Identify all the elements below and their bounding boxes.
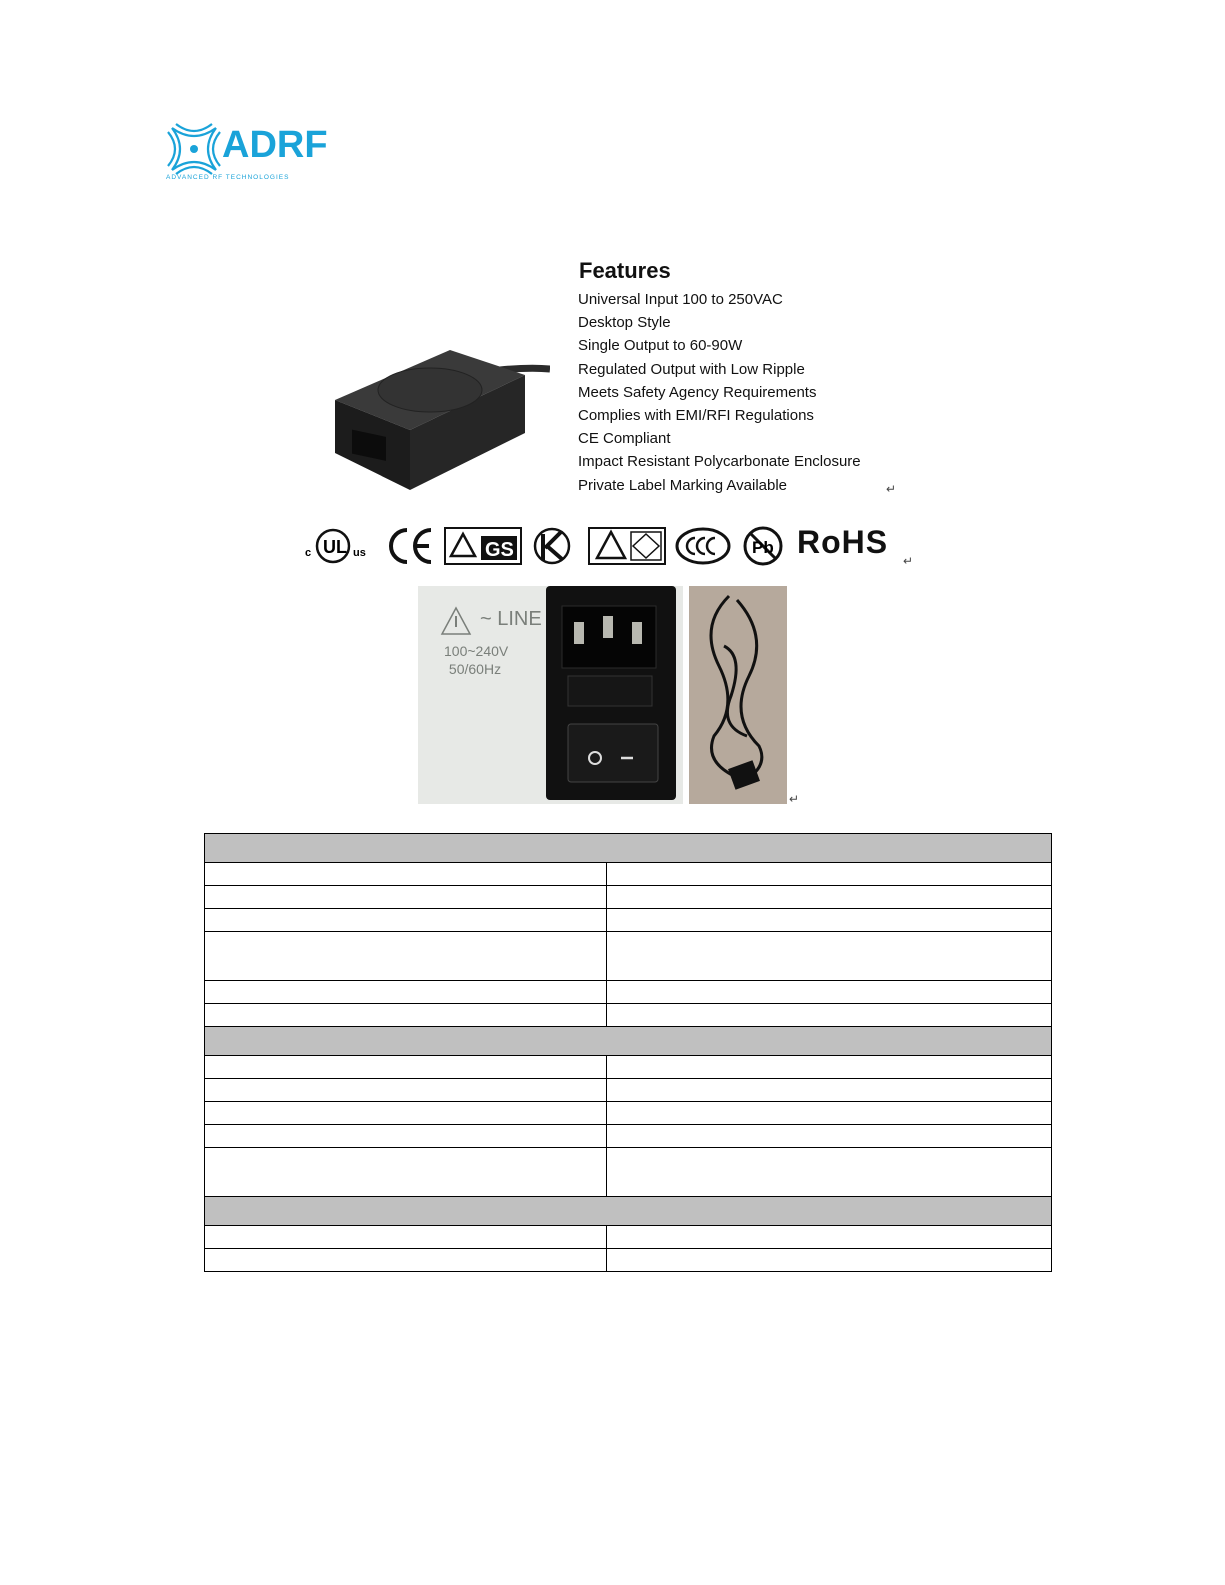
table-cell: [205, 1027, 1052, 1056]
feature-item: Complies with EMI/RFI Regulations: [578, 407, 814, 425]
paragraph-mark-icon: ↵: [789, 792, 800, 806]
feature-item: Desktop Style: [578, 314, 671, 332]
svg-text:c: c: [305, 547, 312, 559]
svg-text:UL: UL: [323, 537, 347, 557]
table-row: [205, 1004, 1052, 1027]
logo-emblem-icon: [166, 122, 222, 176]
safety-mark-icon: [587, 526, 667, 566]
features-list: [578, 288, 918, 497]
table-cell: [607, 1102, 1052, 1125]
adrf-logo: [166, 122, 336, 186]
table-cell: [607, 909, 1052, 932]
table-cell: [205, 1004, 607, 1027]
gs-mark-icon: [443, 526, 523, 566]
table-cell: [205, 886, 607, 909]
table-row: [205, 1102, 1052, 1125]
table-section-header: [205, 1027, 1052, 1056]
pb-free-mark-icon: [741, 526, 785, 566]
table-row: [205, 1226, 1052, 1249]
features-block: [578, 258, 918, 497]
table-cell: [205, 909, 607, 932]
feature-item: Universal Input 100 to 250VAC: [578, 291, 783, 308]
table-cell: [205, 1249, 607, 1272]
table-row: [205, 981, 1052, 1004]
table-cell: [607, 932, 1052, 981]
table-cell: [607, 1226, 1052, 1249]
table-cell: [607, 863, 1052, 886]
certification-logos: [305, 520, 915, 570]
voltage-label: [444, 642, 509, 678]
table-cell: [607, 1056, 1052, 1079]
power-cord-photo: [689, 586, 787, 804]
ccc-mark-icon: [675, 526, 731, 566]
specification-table: [204, 833, 1052, 1272]
table-row: [205, 863, 1052, 886]
table-row: [205, 886, 1052, 909]
feature-item: Meets Safety Agency Requirements: [578, 383, 817, 401]
feature-item: Impact Resistant Polycarbonate Enclosure: [578, 453, 861, 471]
frequency-range: 50/60Hz: [448, 661, 502, 677]
svg-text:us: us: [353, 547, 366, 559]
table-row: [205, 1249, 1052, 1272]
table-row: [205, 1056, 1052, 1079]
table-cell: [607, 886, 1052, 909]
table-cell: [607, 1249, 1052, 1272]
table-cell: [205, 1056, 607, 1079]
table-cell: [607, 1004, 1052, 1027]
table-cell: [205, 1226, 607, 1249]
table-cell: [205, 1125, 607, 1148]
line-label: ~ LINE: [480, 608, 542, 630]
power-inlet-drawing: [418, 586, 683, 804]
svg-text:GS: GS: [485, 539, 514, 561]
features-title: Features: [579, 258, 671, 283]
power-adapter-image: [330, 345, 550, 495]
table-cell: [205, 863, 607, 886]
table-cell: [607, 1148, 1052, 1197]
paragraph-mark-icon: ↵: [903, 554, 914, 568]
table-cell: [205, 834, 1052, 863]
table-cell: [205, 981, 607, 1004]
table-cell: [607, 1079, 1052, 1102]
table-section-header: [205, 1197, 1052, 1226]
table-row: [205, 1125, 1052, 1148]
ce-mark-icon: [387, 526, 435, 566]
table-row: [205, 932, 1052, 981]
svg-text:Pb: Pb: [752, 538, 774, 557]
voltage-range: 100~240V: [444, 643, 509, 659]
table-row: [205, 1079, 1052, 1102]
table-section-header: [205, 834, 1052, 863]
logo-wordmark: ADRF: [222, 124, 328, 166]
rohs-mark: RoHS: [797, 524, 889, 560]
table-cell: [607, 1125, 1052, 1148]
power-cord-drawing: [689, 586, 787, 804]
feature-item: Private Label Marking Available: [578, 476, 788, 494]
table-row: [205, 909, 1052, 932]
table-cell: [205, 1197, 1052, 1226]
logo-tagline: ADVANCED RF TECHNOLOGIES: [166, 174, 290, 181]
table-cell: [205, 1079, 607, 1102]
ul-mark-icon: [305, 526, 377, 566]
tuv-mark-icon: [529, 526, 575, 566]
power-inlet-photo: [418, 586, 683, 804]
feature-item: CE Compliant: [578, 430, 671, 448]
table-cell: [607, 981, 1052, 1004]
table-cell: [205, 1148, 607, 1197]
table-cell: [205, 932, 607, 981]
table-row: [205, 1148, 1052, 1197]
paragraph-mark-icon: ↵: [886, 482, 897, 496]
table-cell: [205, 1102, 607, 1125]
feature-item: Regulated Output with Low Ripple: [578, 360, 805, 378]
feature-item: Single Output to 60-90W: [578, 337, 743, 355]
